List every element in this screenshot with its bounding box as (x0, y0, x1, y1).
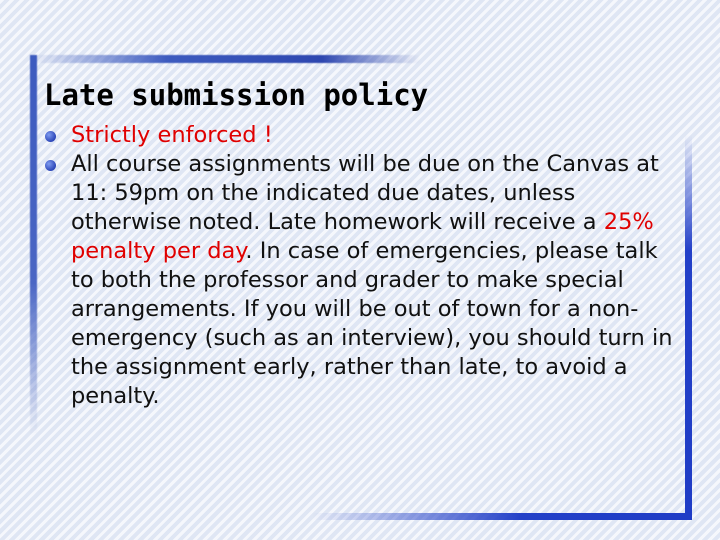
frame-left-bar (30, 55, 37, 435)
policy-text-after: . In case of emergencies, please talk to both the professor and grader to make special arrangements. If you will be out of town for a non-emergency (such as an interview), you should turn in the assignment early, rather than late, to avoid a penalty. (71, 238, 673, 409)
policy-text-before: All course assignments will be due on the Canvas at 11: 59pm on the indicated due dates, unless otherwise noted. Late homework will receive a (71, 151, 659, 235)
bullet-text-enforced: Strictly enforced ! (71, 122, 273, 148)
slide-title: Late submission policy (44, 78, 429, 112)
frame-top-bar (30, 55, 420, 63)
bullet-item-policy (44, 150, 684, 411)
frame-right-bar (685, 135, 692, 520)
frame-bottom-bar (312, 513, 692, 520)
bullet-dot-icon (45, 160, 56, 171)
bullet-item-enforced (44, 121, 684, 150)
bullet-dot-icon (45, 131, 56, 142)
penalty-highlight: 25% penalty per day (71, 209, 654, 264)
bullet-list (44, 121, 684, 411)
